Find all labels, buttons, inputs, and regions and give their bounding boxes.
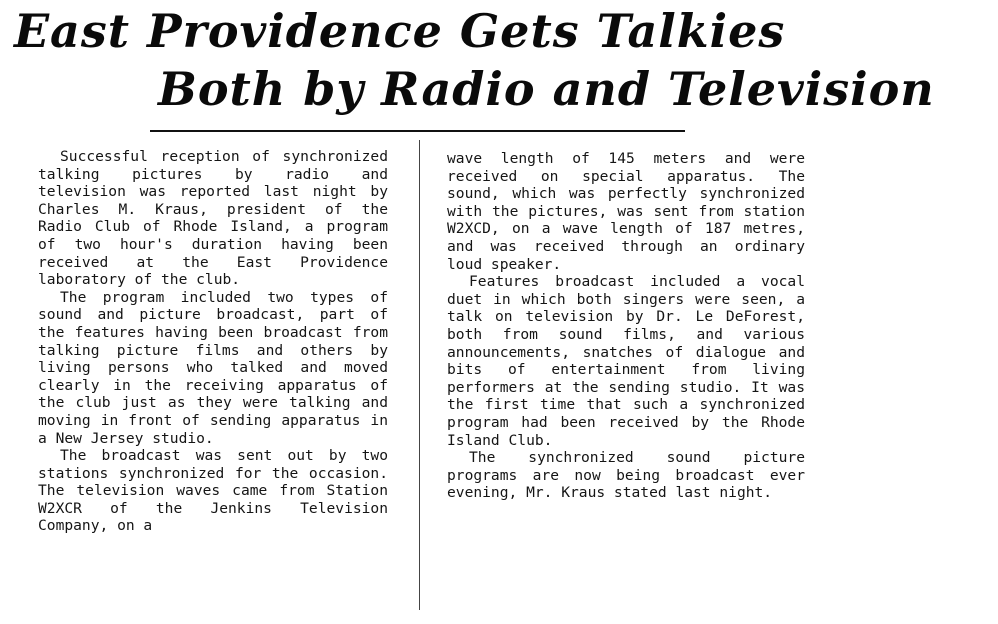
headline-line-1: East Providence Gets Talkies — [14, 4, 786, 58]
headline-line-2: Both by Radio and Television — [158, 62, 935, 116]
paragraph: The synchronized sound picture programs are now being broadcast ever evening, Mr. Kraus stated last night. — [447, 449, 805, 502]
paragraph: Successful reception of synchronized talking pictures by radio and television was reported last night by Charles M. Kraus, president of the Radio Club of Rhode Island, a program of two hour's duration having been received at the East Providence laboratory of the club. — [38, 148, 388, 289]
paragraph: The program included two types of sound and picture broadcast, part of the features having been broadcast from talking picture films and others by living persons who talked and moved clearly in the receiving apparatus of the club just as they were talking and moving in front of sending apparatus in a New Jersey studio. — [38, 288, 388, 447]
paragraph: Features broadcast included a vocal duet in which both singers were seen, a talk on television by Dr. Le DeForest, both from sound films, and various announcements, snatches of dialogue and bits of entertainment from living performers at the sending studio. It was the first time that such a synchronized program had been received by the Rhode Island Club. — [447, 273, 805, 449]
article-column-left — [38, 148, 388, 535]
column-divider — [419, 140, 420, 610]
headline-rule — [150, 130, 685, 132]
article-column-right — [447, 150, 805, 502]
paragraph: The broadcast was sent out by two stations synchronized for the occasion. The television waves came from Station W2XCR of the Jenkins Television Company, on a — [38, 447, 388, 535]
paragraph: wave length of 145 meters and were received on special apparatus. The sound, which was perfectly synchronized with the pictures, was sent from station W2XCD, on a wave length of 187 metres, and was received through an ordinary loud speaker. — [447, 150, 805, 273]
